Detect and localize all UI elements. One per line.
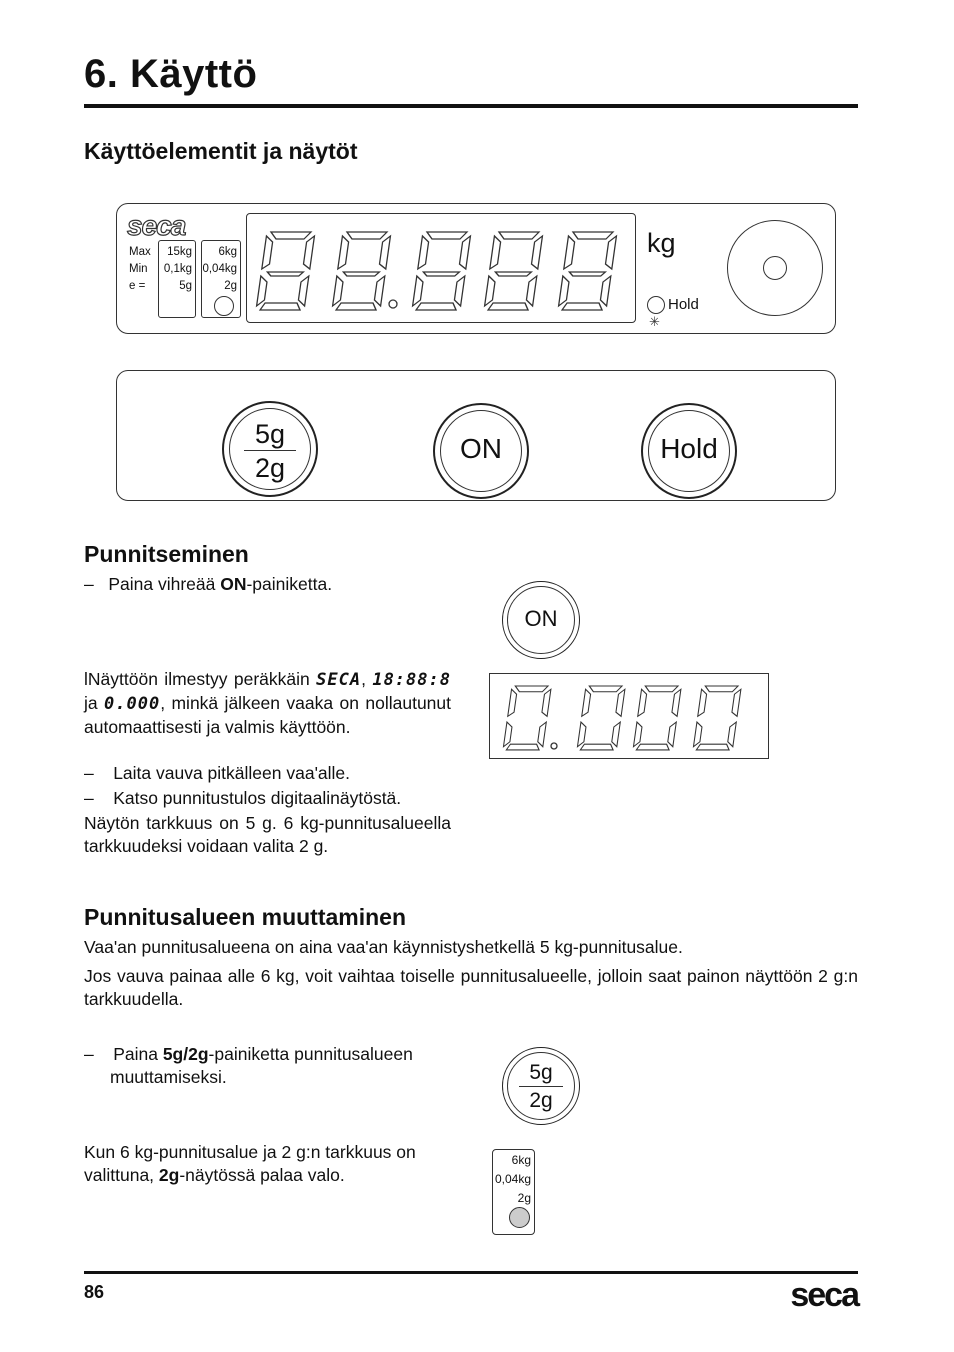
on-button[interactable]: ON: [433, 403, 529, 499]
hold-button[interactable]: Hold: [641, 403, 737, 499]
section-heading-controls: Käyttöelementit ja näytöt: [84, 138, 358, 164]
sensor-dial-center: [763, 256, 787, 280]
hold-indicator-lamp: [647, 296, 665, 314]
range-line-2: Jos vauva painaa alle 6 kg, voit vaihtaa toiselle punnitusalueelle, jolloin saat painon näyttöön 2 g:n tarkkuudella.: [84, 966, 858, 1009]
display-sequence-paragraph: lNäyttöön ilmestyy peräkkäin SECA, 18:88:8 ja 0.000, minkä jälkeen vaaka on nollautunut automaattisesti ja valmis käyttöön.: [84, 669, 452, 737]
zero-display-illustration: [489, 673, 769, 759]
range-6kg-box: 6kg 0,04kg 2g: [201, 240, 241, 318]
range-button-illustration: 5g 2g: [502, 1047, 580, 1125]
range-toggle-button[interactable]: 5g 2g: [222, 401, 318, 497]
accuracy-note: Näytön tarkkuus on 5 g. 6 kg-punnitusalueella tarkkuudeksi voidaan valita 2 g.: [84, 813, 451, 856]
lit-lamp-icon: [509, 1207, 530, 1228]
range-line-1: Vaa'an punnitusalueena on aina vaa'an käynnistyshetkellä 5 kg-punnitusalue.: [84, 937, 683, 957]
hold-indicator-label: Hold: [668, 296, 699, 313]
2g-indicator-illustration: 6kg 0,04kg 2g: [492, 1149, 535, 1235]
zero-digits: [490, 674, 768, 758]
indicator-note: Kun 6 kg-punnitusalue ja 2 g:n tarkkuus on valittuna, 2g-näytössä palaa valo.: [84, 1142, 416, 1185]
page-title: 6. Käyttö: [84, 52, 258, 96]
display-panel: [116, 203, 836, 334]
page-number: 86: [84, 1282, 105, 1302]
title-rule: [84, 104, 858, 108]
section-heading-weighing: Punnitseminen: [84, 541, 249, 567]
range-5kg-box: 15kg 0,1kg 5g: [158, 240, 196, 318]
weighing-step-2: – Laita vauva pitkälleen vaa'alle.: [84, 763, 351, 783]
range-step: – Paina 5g/2g-painiketta punnitusalueen muuttamiseksi.: [84, 1044, 413, 1087]
seca-logo: seca: [127, 210, 186, 241]
weighing-step-1: – Paina vihreää ON-painiketta.: [84, 574, 333, 594]
footer-logo: seca: [790, 1276, 858, 1314]
2g-indicator-lamp: [214, 296, 234, 316]
seven-segment-digits: [247, 214, 635, 322]
on-button-illustration: ON: [502, 581, 580, 659]
weighing-step-3: – Katso punnitustulos digitaalinäytöstä.: [84, 788, 402, 808]
button-panel: [116, 370, 836, 501]
row-labels: Max Min e =: [129, 246, 151, 292]
footer-rule: [84, 1271, 858, 1274]
sensor-dial: [727, 220, 823, 316]
unit-label: kg: [647, 228, 676, 258]
digit-display: [246, 213, 636, 323]
section-heading-range: Punnitusalueen muuttaminen: [84, 904, 407, 930]
sparkle-icon: ✳: [649, 314, 660, 329]
